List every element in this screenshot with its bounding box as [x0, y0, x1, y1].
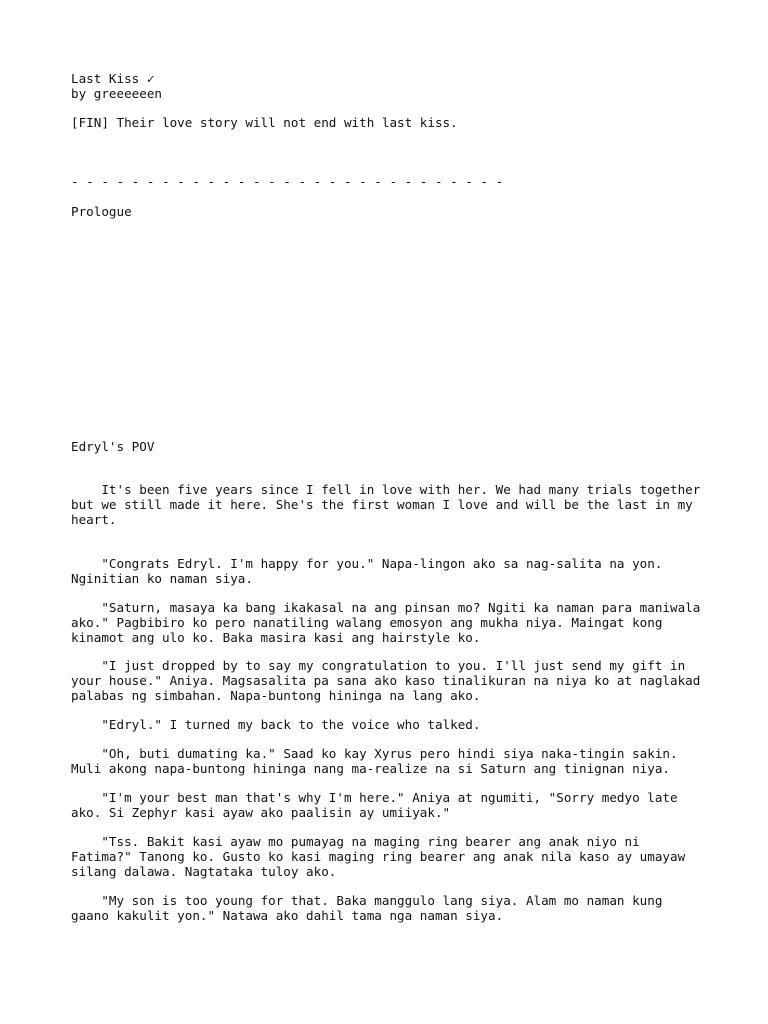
- paragraph: "Tss. Bakit kasi ayaw mo pumayag na maging ring bearer ang anak niyo ni Fatima?" Tanong ko. Gusto ko kasi maging ring bearer ang anak nila kaso ay umayaw silang dalawa. Nagtataka tuloy ako.: [71, 834, 686, 879]
- paragraph: "My son is too young for that. Baka manggulo lang siya. Alam mo naman kung gaano kakulit yon." Natawa ako dahil tama nga naman siya.: [71, 893, 663, 923]
- paragraph: "Oh, buti dumating ka." Saad ko kay Xyrus pero hindi siya naka-tingin sakin. Muli akong napa-buntong hininga nang ma-realize na si Saturn ang tinignan niya.: [71, 746, 678, 776]
- author-byline: by greeeeeen: [71, 86, 162, 101]
- paragraph: "Edryl." I turned my back to the voice who talked.: [71, 717, 481, 732]
- story-summary: [FIN] Their love story will not end with last kiss.: [71, 115, 458, 130]
- story-title: Last Kiss ✓: [71, 71, 155, 86]
- pov-heading: Edryl's POV: [71, 439, 155, 454]
- paragraph: "I just dropped by to say my congratulation to you. I'll just send my gift in your house." Aniya. Magsasalita pa sana ako kaso tinalikuran na niya ko at naglakad palabas ng simbahan. Napa-buntong hininga na lang ako.: [71, 658, 701, 703]
- paragraph: "Saturn, masaya ka bang ikakasal na ang pinsan mo? Ngiti ka naman para maniwala ako." Pagbibiro ko pero nanatiling walang emosyon ang mukha niya. Maingat kong kinamot ang ulo ko. Baka masira kasi ang hairstyle ko.: [71, 600, 701, 645]
- paragraph: "Congrats Edryl. I'm happy for you." Napa-lingon ako sa nag-salita na yon. Nginitian ko naman siya.: [71, 556, 663, 586]
- paragraph: It's been five years since I fell in love with her. We had many trials together but we still made it here. She's the first woman I love and will be the last in my heart.: [71, 482, 701, 527]
- paragraph: "I'm your best man that's why I'm here." Aniya at ngumiti, "Sorry medyo late ako. Si Zephyr kasi ayaw ako paalisin ay umiiyak.": [71, 790, 678, 820]
- section-heading: Prologue: [71, 204, 132, 219]
- section-divider: - - - - - - - - - - - - - - - - - - - - - - - - - - - - -: [71, 174, 504, 189]
